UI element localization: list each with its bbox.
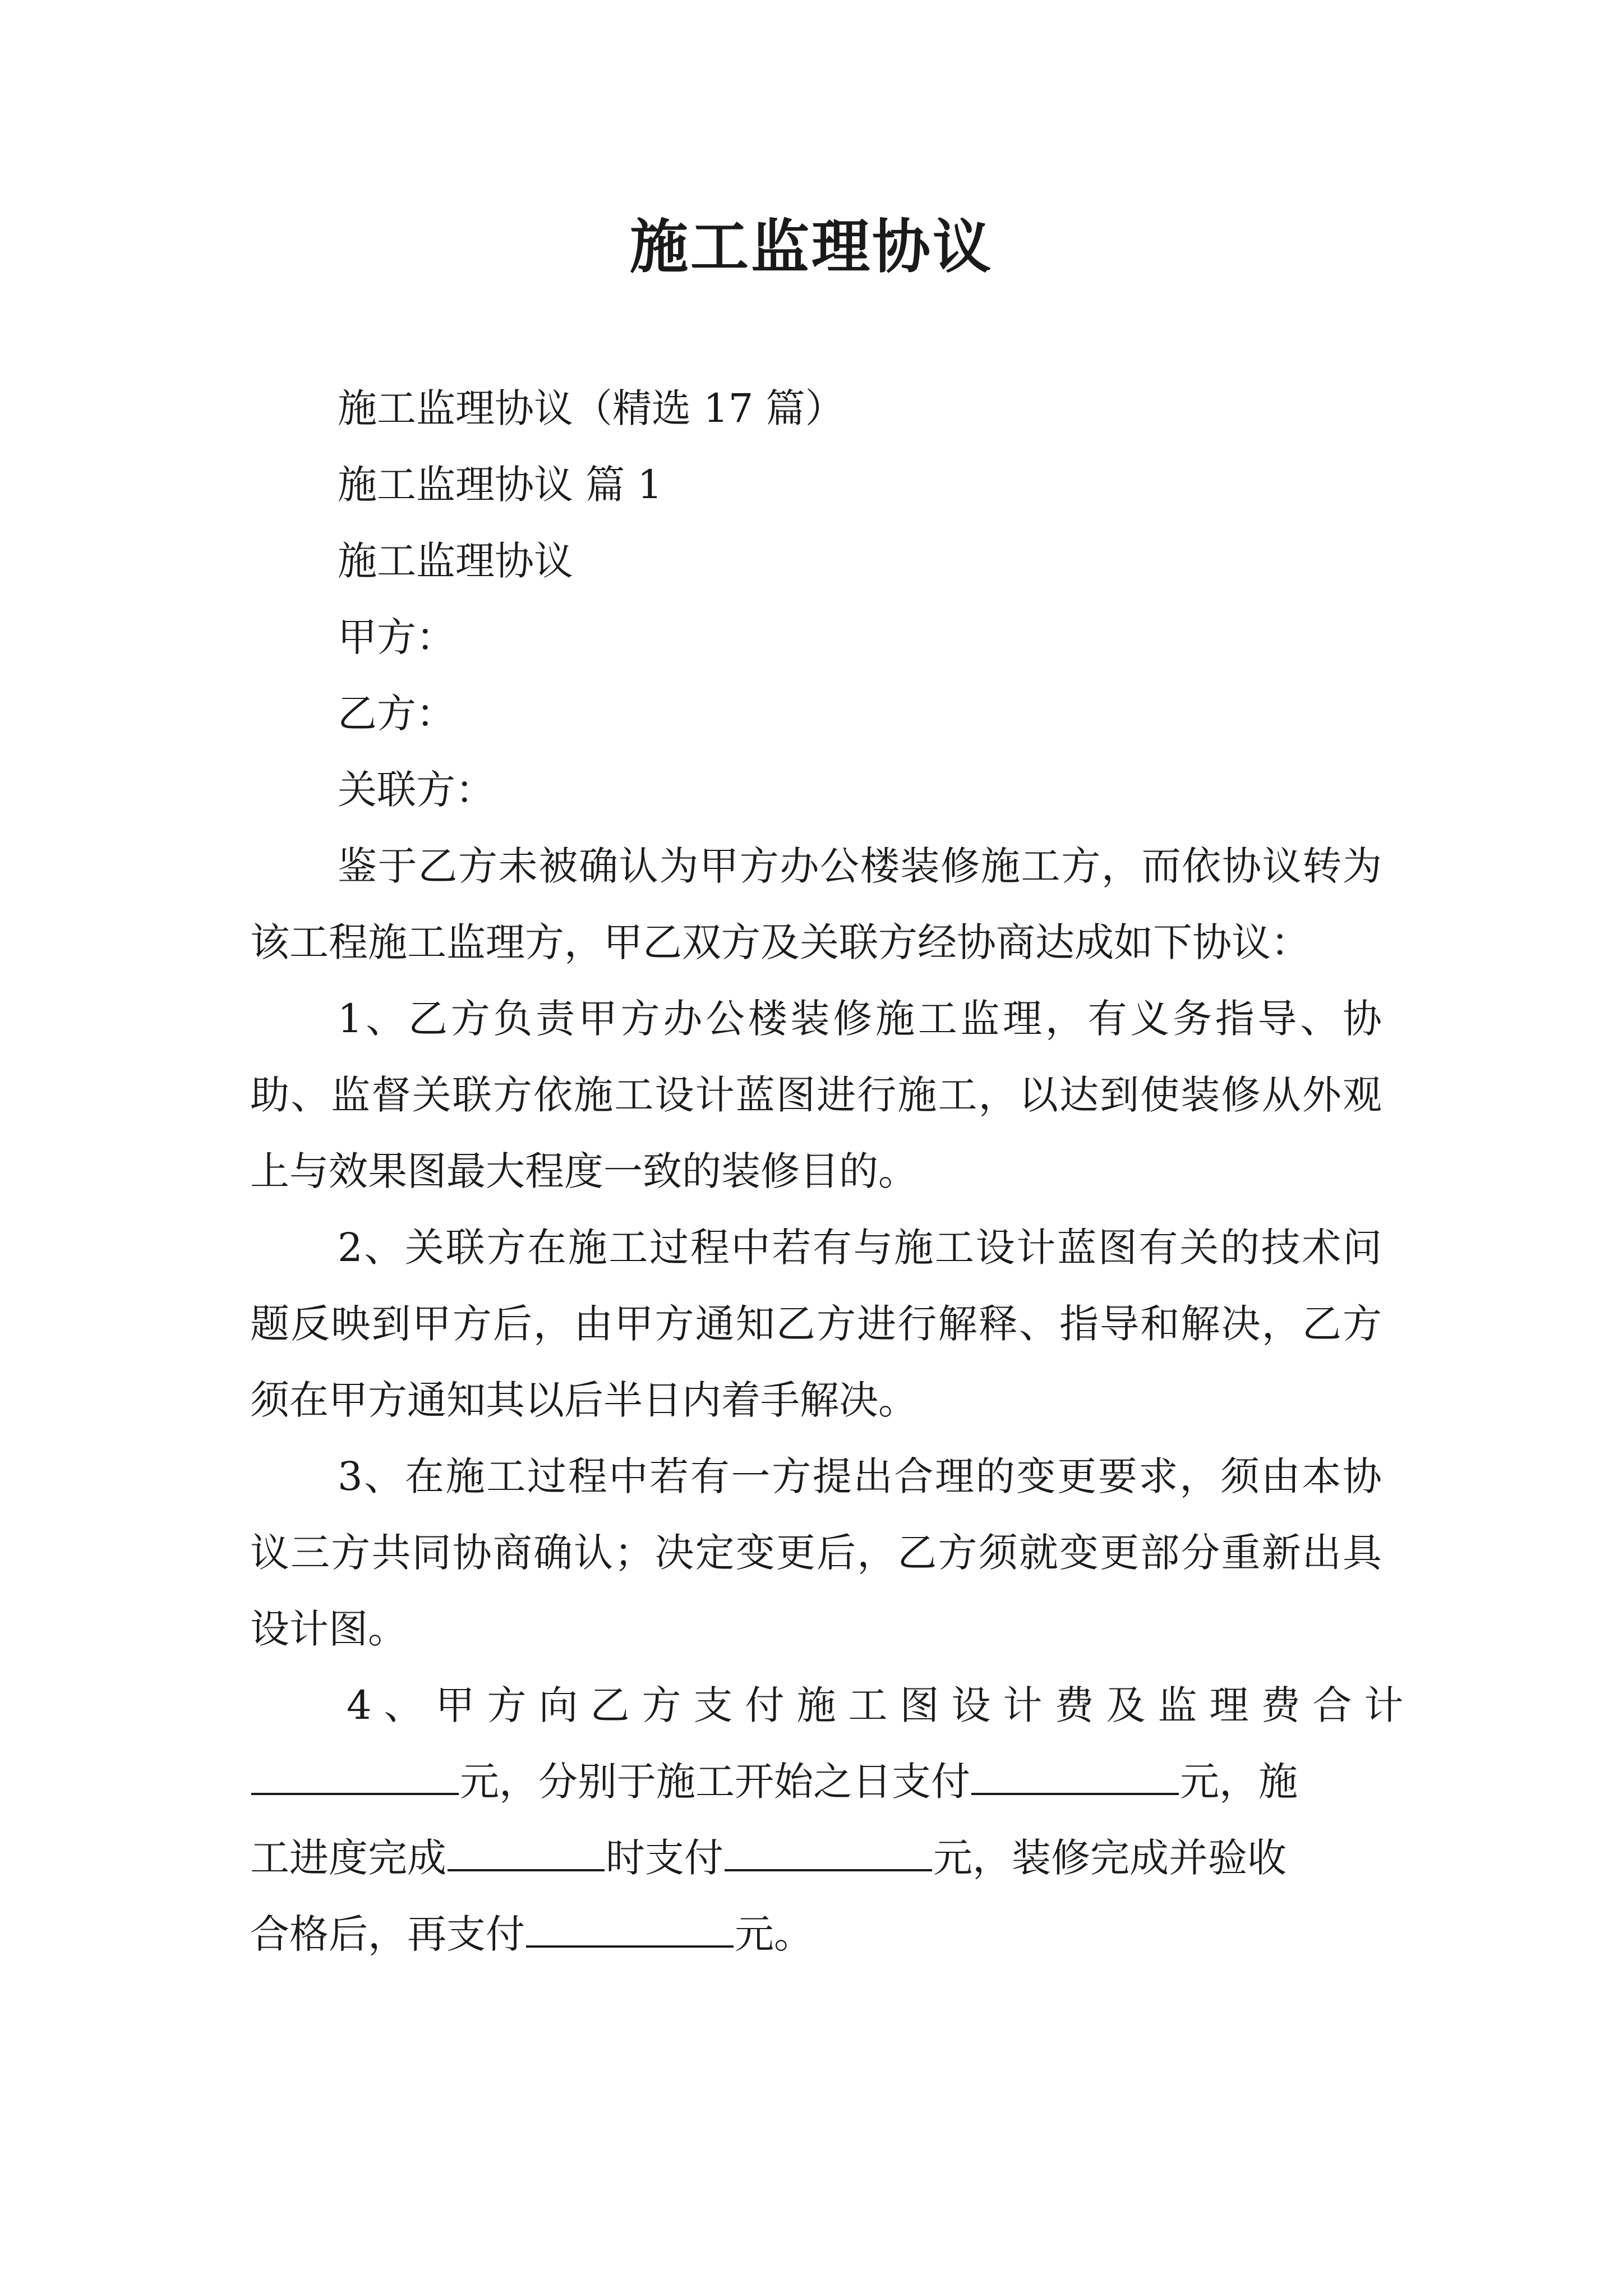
clause-4-text-3: 元，施	[1180, 1759, 1298, 1805]
section-heading: 施工监理协议 篇 1	[338, 462, 663, 508]
document-title: 施工监理协议	[629, 212, 993, 281]
clause-4-text-4: 工进度完成	[250, 1835, 446, 1881]
clause-4-line-4	[250, 1896, 1382, 1972]
clause-4-line-3	[250, 1820, 1382, 1896]
clause-4-text-1: 4、甲方向乙方支付施工图设计费及监理费合计	[347, 1682, 1416, 1728]
total-amount-blank	[251, 1792, 459, 1795]
document-body	[250, 370, 1416, 1972]
clause-4-text-7: 合格后，再支付	[250, 1911, 525, 1957]
clause-4-line-1	[250, 1667, 1416, 1743]
clause-4-text-5: 时支付	[606, 1835, 723, 1881]
clause-4-text-6: 元，装修完成并验收	[933, 1835, 1287, 1881]
related-party-label: 关联方：	[338, 767, 495, 813]
final-payment-blank	[526, 1945, 734, 1948]
agreement-name: 施工监理协议	[338, 538, 573, 584]
progress-payment-blank	[725, 1869, 932, 1871]
subtitle-line: 施工监理协议（精选 17 篇）	[338, 385, 845, 431]
clause-3-paragraph: 3、在施工过程中若有一方提出合理的变更要求，须由本协议三方共同协商确认；决定变更后，乙方须就变更部分重新出具设计图。	[250, 1453, 1382, 1652]
party-b-label: 乙方：	[338, 691, 455, 737]
clause-4-paragraph	[250, 1667, 1416, 1972]
preamble-paragraph: 鉴于乙方未被确认为甲方办公楼装修施工方，而依协议转为该工程施工监理方，甲乙双方及关联方经协商达成如下协议：	[250, 843, 1382, 965]
progress-blank	[448, 1869, 605, 1871]
start-payment-blank	[971, 1792, 1179, 1795]
clause-4-text-2: 元，分别于施工开始之日支付	[460, 1759, 970, 1805]
clause-2-paragraph: 2、关联方在施工过程中若有与施工设计蓝图有关的技术问题反映到甲方后，由甲方通知乙方进行解释、指导和解决，乙方须在甲方通知其以后半日内着手解决。	[250, 1225, 1382, 1423]
clause-4-text-8: 元。	[735, 1911, 813, 1957]
party-a-label: 甲方：	[338, 614, 455, 660]
clause-4-line-2	[250, 1743, 1382, 1820]
clause-1-paragraph: 1、乙方负责甲方办公楼装修施工监理，有义务指导、协助、监督关联方依施工设计蓝图进行施工，以达到使装修从外观上与效果图最大程度一致的装修目的。	[250, 996, 1382, 1194]
